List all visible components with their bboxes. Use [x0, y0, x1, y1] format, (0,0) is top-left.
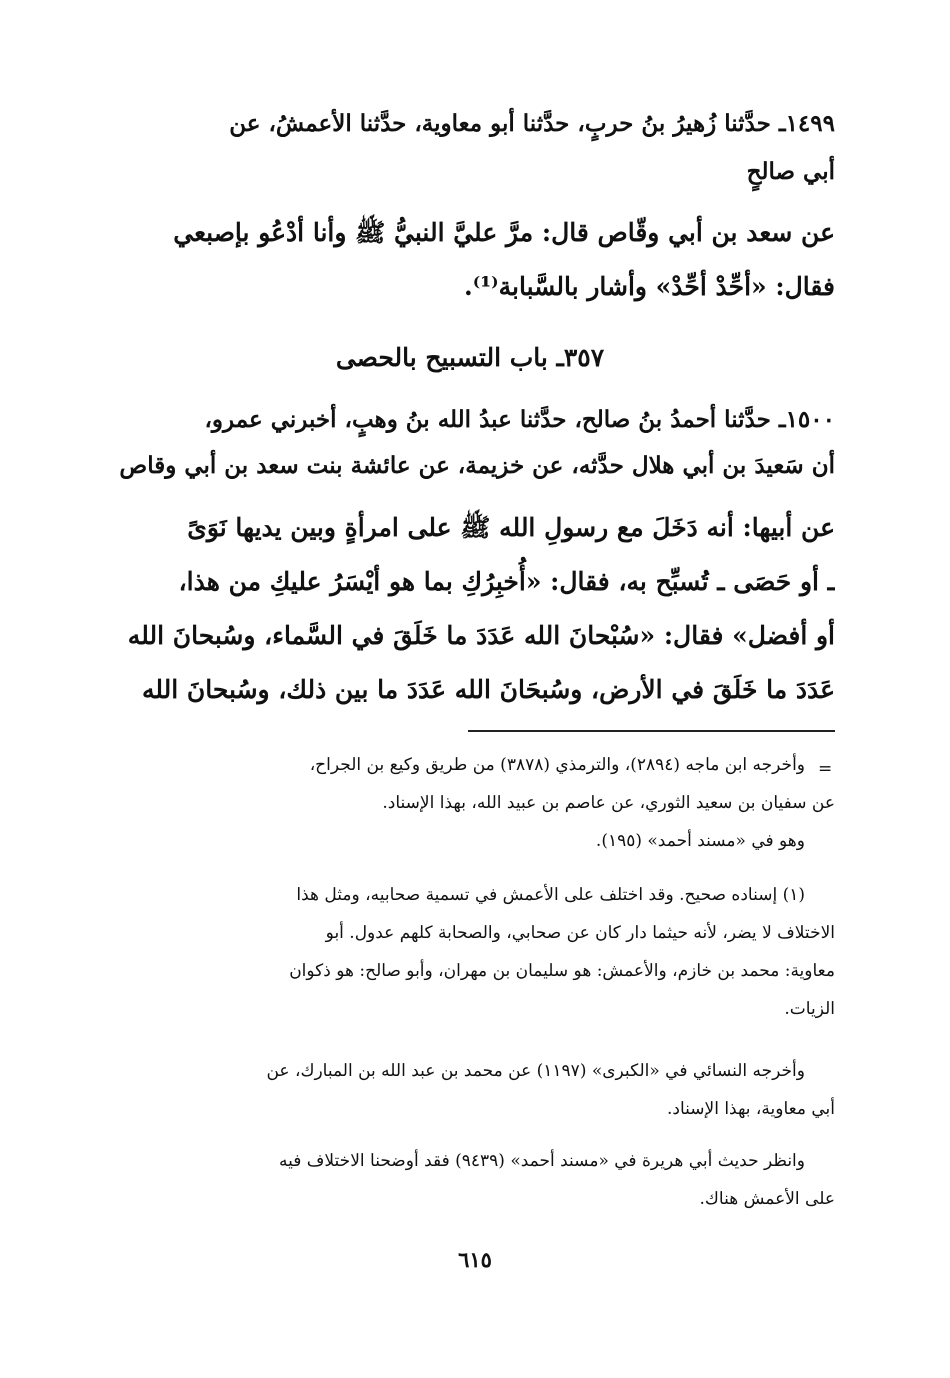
hadith-1500-matn-line-2: ـ أو حَصَى ـ تُسبِّح به، فقال: «أُخبِرُكِ بما هو أيْسَرُ عليكِ من هذا،	[178, 567, 835, 596]
footnote-continuation-mark: =	[818, 759, 833, 779]
footnote-1-line-3: معاوية: محمد بن خازم، والأعمش: هو سليمان بن مهران، وأبو صالح: هو ذكوان	[289, 961, 835, 981]
footnote-1-line-4: الزيات.	[784, 999, 835, 1019]
footnote-1-nasai-line-2: أبي معاوية، بهذا الإسناد.	[666, 1099, 835, 1119]
footnote-1	[105, 876, 835, 1028]
footnote-1-nasai-line-1: وأخرجه النسائي في «الكبرى» (١١٩٧) عن محمد بن عبد الله بن المبارك، عن	[266, 1061, 805, 1081]
hadith-1499	[105, 98, 835, 198]
footnote-1-line-1: (١) إسناده صحيح. وقد اختلف على الأعمش في تسمية صحابيه، ومثل هذا	[296, 885, 805, 905]
footnote-1-abu-hurayra-line-2: على الأعمش هناك.	[699, 1189, 835, 1209]
hadith-1499-line-2: أبي صالحٍ	[746, 158, 835, 185]
hadith-1500-matn	[105, 501, 835, 717]
hadith-1500-isnad-line-2: أن سَعيدَ بن أبي هلال حدَّثه، عن خزيمة، عن عائشة بنت سعد بن أبي وقاص	[119, 452, 835, 479]
hadith-1499-line-4: فقال: «أحِّدْ أحِّدْ» وأشار بالسَّبابة⁽¹⁾.	[464, 272, 835, 301]
hadith-1499-line-1: ١٤٩٩ـ حدَّثنا زُهيرُ بنُ حربٍ، حدَّثنا أبو معاوية، حدَّثنا الأعمشُ، عن	[229, 110, 835, 137]
footnote-continuation-line-3: وهو في «مسند أحمد» (١٩٥).	[595, 831, 805, 851]
footnote-1-abu-hurayra	[105, 1142, 835, 1218]
hadith-1500-isnad-line-1: ١٥٠٠ـ حدَّثنا أحمدُ بنُ صالح، حدَّثنا عبدُ الله بنُ وهبٍ، أخبرني عمرو،	[204, 406, 835, 433]
footnote-continuation-line-2: عن سفيان بن سعيد الثوري، عن عاصم بن عبيد الله، بهذا الإسناد.	[382, 793, 835, 813]
footnote-1-line-2: الاختلاف لا يضر، لأنه حيثما دار كان عن صحابي، والصحابة كلهم عدول. أبو	[325, 923, 835, 943]
hadith-1500-matn-line-4: عَدَدَ ما خَلَقَ في الأرض، وسُبحَانَ الله عَدَدَ ما بين ذلك، وسُبحانَ الله	[141, 675, 835, 704]
footnote-continuation-line-1: وأخرجه ابن ماجه (٢٨٩٤)، والترمذي (٣٨٧٨) من طريق وكيع بن الجراح،	[309, 755, 805, 775]
footnote-1-abu-hurayra-line-1: وانظر حديث أبي هريرة في «مسند أحمد» (٩٤٣٩) فقد أوضحنا الاختلاف فيه	[279, 1151, 805, 1171]
hadith-1500-isnad	[105, 394, 835, 492]
footnote-separator	[468, 730, 835, 732]
footnotes-continuation	[105, 746, 835, 860]
hadith-1499-line-3: عن سعد بن أبي وقّاص قال: مرَّ عليَّ النبيُّ ﷺ وأنا أدْعُو بإصبعي	[173, 218, 835, 247]
hadith-1500-matn-line-3: أو أفضل» فقال: «سُبْحانَ الله عَدَدَ ما خَلَقَ في السَّماء، وسُبحانَ الله	[127, 621, 835, 650]
hadith-1500-matn-line-1: عن أبيها: أنه دَخَلَ مع رسولِ الله ﷺ على امرأةٍ وبين يديها نَوَىً	[187, 513, 835, 542]
page-number: ٦١٥	[458, 1247, 492, 1272]
hadith-1499-matn	[105, 206, 835, 314]
footnote-1-nasai	[105, 1052, 835, 1128]
chapter-heading: ٣٥٧ـ باب التسبيح بالحصى	[335, 343, 605, 372]
